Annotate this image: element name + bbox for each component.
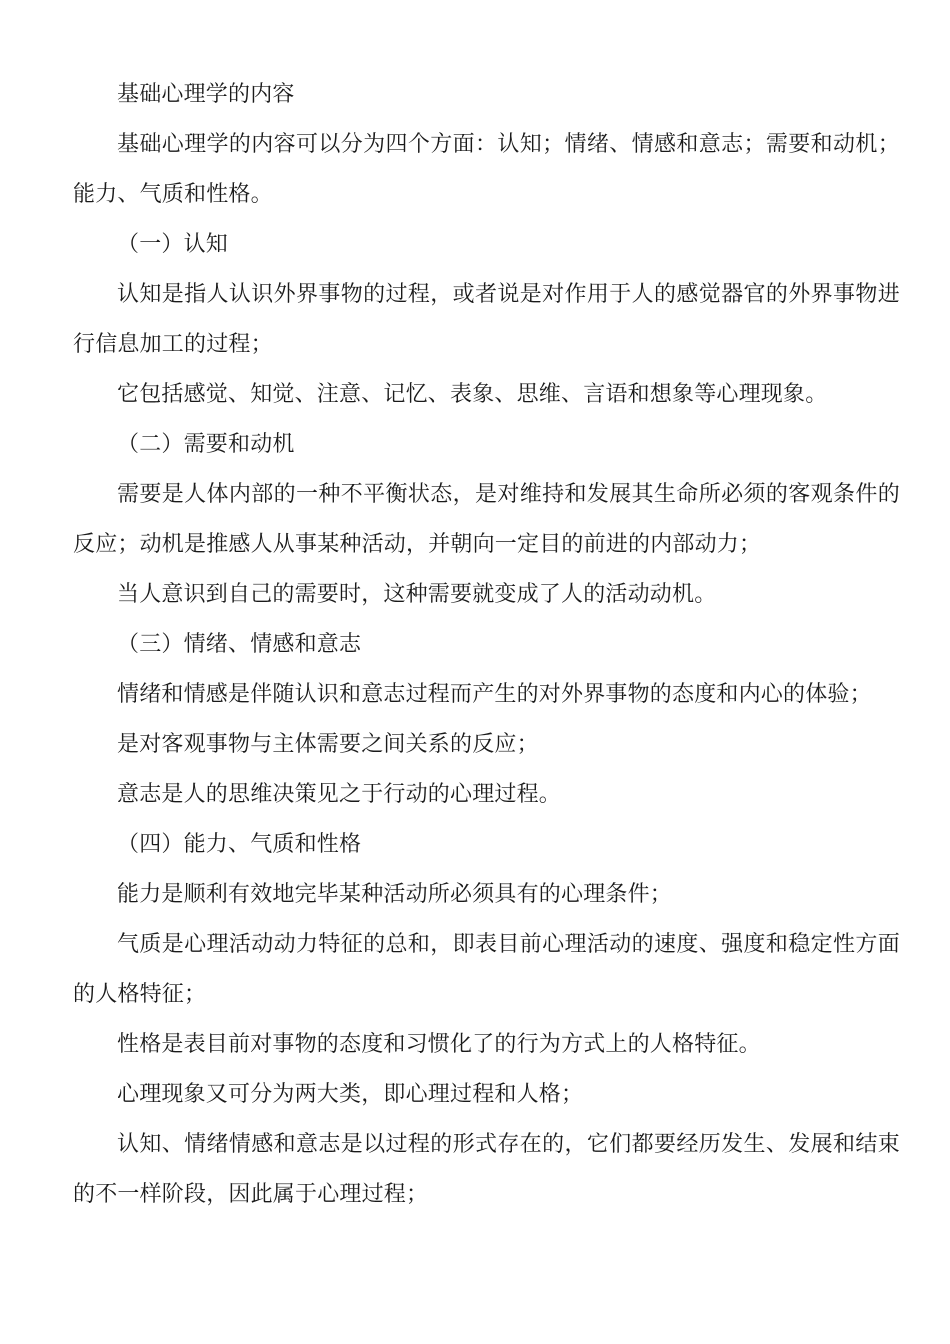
paragraph: 情绪和情感是伴随认识和意志过程而产生的对外界事物的态度和内心的体验； xyxy=(117,682,872,707)
section-heading-emotion-will: （三）情绪、情感和意志 xyxy=(117,632,362,657)
section-heading-cognition: （一）认知 xyxy=(117,232,229,257)
paragraph: 是对客观事物与主体需要之间关系的反应； xyxy=(117,732,539,757)
paragraph: 意志是人的思维决策见之于行动的心理过程。 xyxy=(117,782,562,807)
paragraph: 性格是表目前对事物的态度和习惯化了的行为方式上的人格特征。 xyxy=(117,1032,761,1057)
paragraph: 心理现象又可分为两大类，即心理过程和人格； xyxy=(117,1082,584,1107)
section-heading-needs-motivation: （二）需要和动机 xyxy=(117,432,295,457)
paragraph: 需要是人体内部的一种不平衡状态，是对维持和发展其生命所必须的客观条件的反应；动机是推感人从事某种活动，并朝向一定目的前进的内部动力； xyxy=(73,482,900,557)
paragraph: 认知、情绪情感和意志是以过程的形式存在的，它们都要经历发生、发展和结束的不一样阶段，因此属于心理过程； xyxy=(73,1132,900,1207)
document-title: 基础心理学的内容 xyxy=(117,82,295,107)
paragraph: 气质是心理活动动力特征的总和，即表目前心理活动的速度、强度和稳定性方面的人格特征； xyxy=(73,932,900,1007)
paragraph: 认知是指人认识外界事物的过程，或者说是对作用于人的感觉器官的外界事物进行信息加工的过程； xyxy=(73,282,900,357)
paragraph: 当人意识到自己的需要时，这种需要就变成了人的活动动机。 xyxy=(117,582,717,607)
paragraph: 能力是顺利有效地完毕某种活动所必须具有的心理条件； xyxy=(117,882,673,907)
paragraph-intro: 基础心理学的内容可以分为四个方面：认知；情绪、情感和意志；需要和动机；能力、气质和性格。 xyxy=(73,132,900,207)
paragraph: 它包括感觉、知觉、注意、记忆、表象、思维、言语和想象等心理现象。 xyxy=(117,382,828,407)
section-heading-ability-temperament: （四）能力、气质和性格 xyxy=(117,832,362,857)
